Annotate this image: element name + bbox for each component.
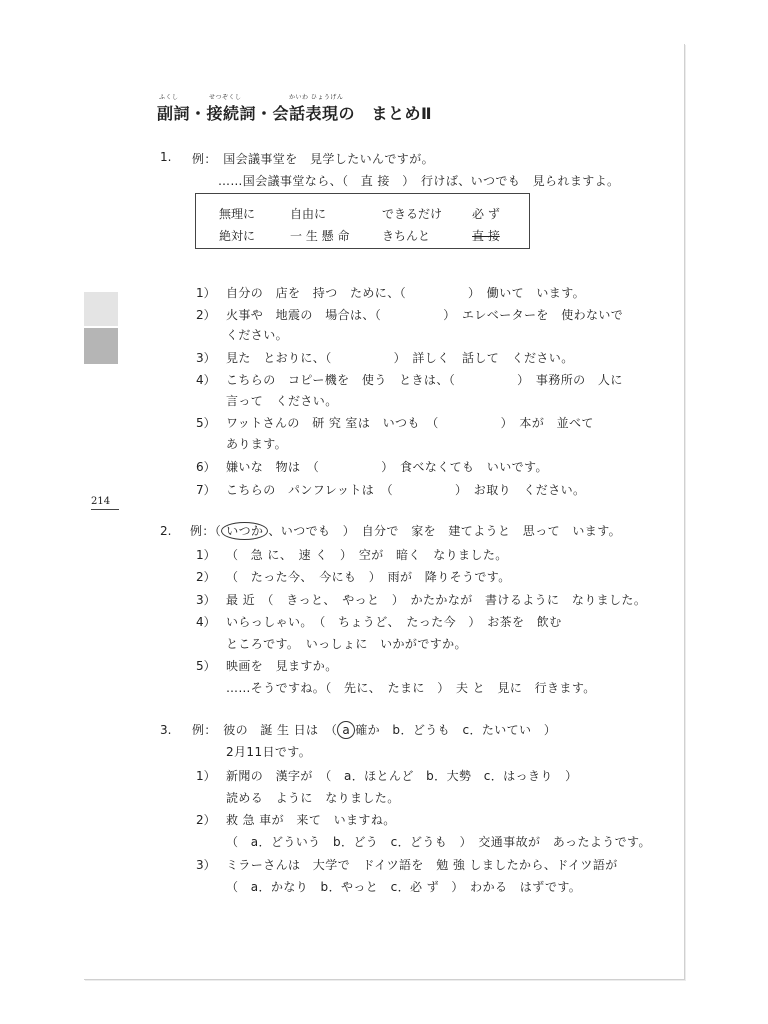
furigana: かいわ ひょうげん xyxy=(289,94,344,101)
example-line-2: 2月11日です。 xyxy=(226,745,312,759)
item-number: 1） xyxy=(196,769,216,783)
word-option: きちんと xyxy=(382,229,431,243)
question-line: ……そうですね。（ 先に、 たまに ） 夫 と 見に 行きます。 xyxy=(226,681,596,695)
section-number: 3. xyxy=(160,723,172,737)
item-number: 3） xyxy=(196,858,216,872)
item-number: 2） xyxy=(196,813,216,827)
word-option: 絶対に xyxy=(219,229,256,243)
question-line: （ a．かなり b．やっと c．必 ず ） わかる はずです。 xyxy=(226,880,582,894)
furigana: ふくし xyxy=(159,94,179,101)
question-line: 火事や 地震の 場合は、（ ） エレベーターを 使わないで xyxy=(226,308,624,322)
question-line: （ たった今、 今にも ） 雨が 降りそうです。 xyxy=(226,570,511,584)
question-line: 新聞の 漢字が （ a．ほとんど b．大勢 c．はっきり ） xyxy=(226,769,578,783)
question-line: ください。 xyxy=(226,328,289,342)
item-number: 2） xyxy=(196,308,216,322)
item-number: 6） xyxy=(196,460,216,474)
example-question: 例： 国会議事堂を 見学したいんですが。 xyxy=(192,152,435,166)
word-option: できるだけ xyxy=(382,207,443,221)
question-line: 映画を 見ますか。 xyxy=(226,659,338,673)
item-number: 7） xyxy=(196,483,216,497)
section-number: 1. xyxy=(160,150,172,164)
example-rest: 確か b．どうも c．たいてい ） xyxy=(355,723,557,737)
question-line: ミラーさんは 大学で ドイツ語を 勉 強 しましたから、ドイツ語が xyxy=(226,858,618,872)
word-option: 一 生 懸 命 xyxy=(290,229,350,243)
circled-answer: a xyxy=(337,721,355,739)
item-number: 2） xyxy=(196,570,216,584)
section-number: 2. xyxy=(160,524,172,538)
item-number: 5） xyxy=(196,659,216,673)
question-line: いらっしゃい。 （ ちょうど、 たった今 ） お茶を 飲む xyxy=(226,615,562,629)
question-line: 読める ように なりました。 xyxy=(226,791,400,805)
question-line: 最 近 （ きっと、 やっと ） かたかなが 書けるように なりました。 xyxy=(226,593,647,607)
example-line xyxy=(192,721,556,739)
furigana: せつぞくし xyxy=(209,94,242,101)
item-number: 4） xyxy=(196,373,216,387)
word-choice-box xyxy=(195,193,530,249)
example-line xyxy=(190,522,621,540)
question-line: （ a．どういう b．どう c．どうも ） 交通事故が あったようです。 xyxy=(226,835,651,849)
question-line: ワットさんの 研 究 室は いつも （ ） 本が 並べて xyxy=(226,416,594,430)
page-title-text: 副詞・接続詞・会話表現の まとめⅡ xyxy=(157,104,433,123)
question-line: こちらの パンフレットは （ ） お取り ください。 xyxy=(226,483,586,497)
word-option-used: 直 接 xyxy=(472,229,500,243)
page-title xyxy=(157,94,433,124)
question-line: 救 急 車が 来て いますね。 xyxy=(226,813,396,827)
circled-answer: いつか xyxy=(221,522,268,540)
example-rest: 、いつでも ） 自分で 家を 建てようと 思って います。 xyxy=(268,524,622,538)
question-line: 見た とおりに、（ ） 詳しく 話して ください。 xyxy=(226,351,574,365)
chapter-tab-dark xyxy=(84,328,118,364)
question-line: ところです。 いっしょに いかがですか。 xyxy=(226,637,467,651)
page-number: 214 xyxy=(91,496,119,510)
item-number: 3） xyxy=(196,351,216,365)
item-number: 3） xyxy=(196,593,216,607)
word-option: 無理に xyxy=(219,207,256,221)
question-line: こちらの コピー機を 使う ときは、（ ） 事務所の 人に xyxy=(226,373,623,387)
item-number: 1） xyxy=(196,286,216,300)
chapter-tab-light xyxy=(84,292,118,326)
example-prefix: 例： 彼の 誕 生 日は （ xyxy=(192,723,338,737)
question-line: （ 急 に、 速 く ） 空が 暗く なりました。 xyxy=(226,548,508,562)
example-prefix: 例：（ xyxy=(190,524,222,538)
question-line: 言って ください。 xyxy=(226,394,338,408)
question-line: 嫌いな 物は （ ） 食べなくても いいです。 xyxy=(226,460,548,474)
item-number: 4） xyxy=(196,615,216,629)
word-option: 自由に xyxy=(290,207,327,221)
question-line: あります。 xyxy=(226,437,288,451)
item-number: 5） xyxy=(196,416,216,430)
question-line: 自分の 店を 持つ ために、（ ） 働いて います。 xyxy=(226,286,586,300)
item-number: 1） xyxy=(196,548,216,562)
example-answer: ……国会議事堂なら、（ 直 接 ） 行けば、いつでも 見られますよ。 xyxy=(218,174,620,188)
word-option: 必 ず xyxy=(472,207,500,221)
